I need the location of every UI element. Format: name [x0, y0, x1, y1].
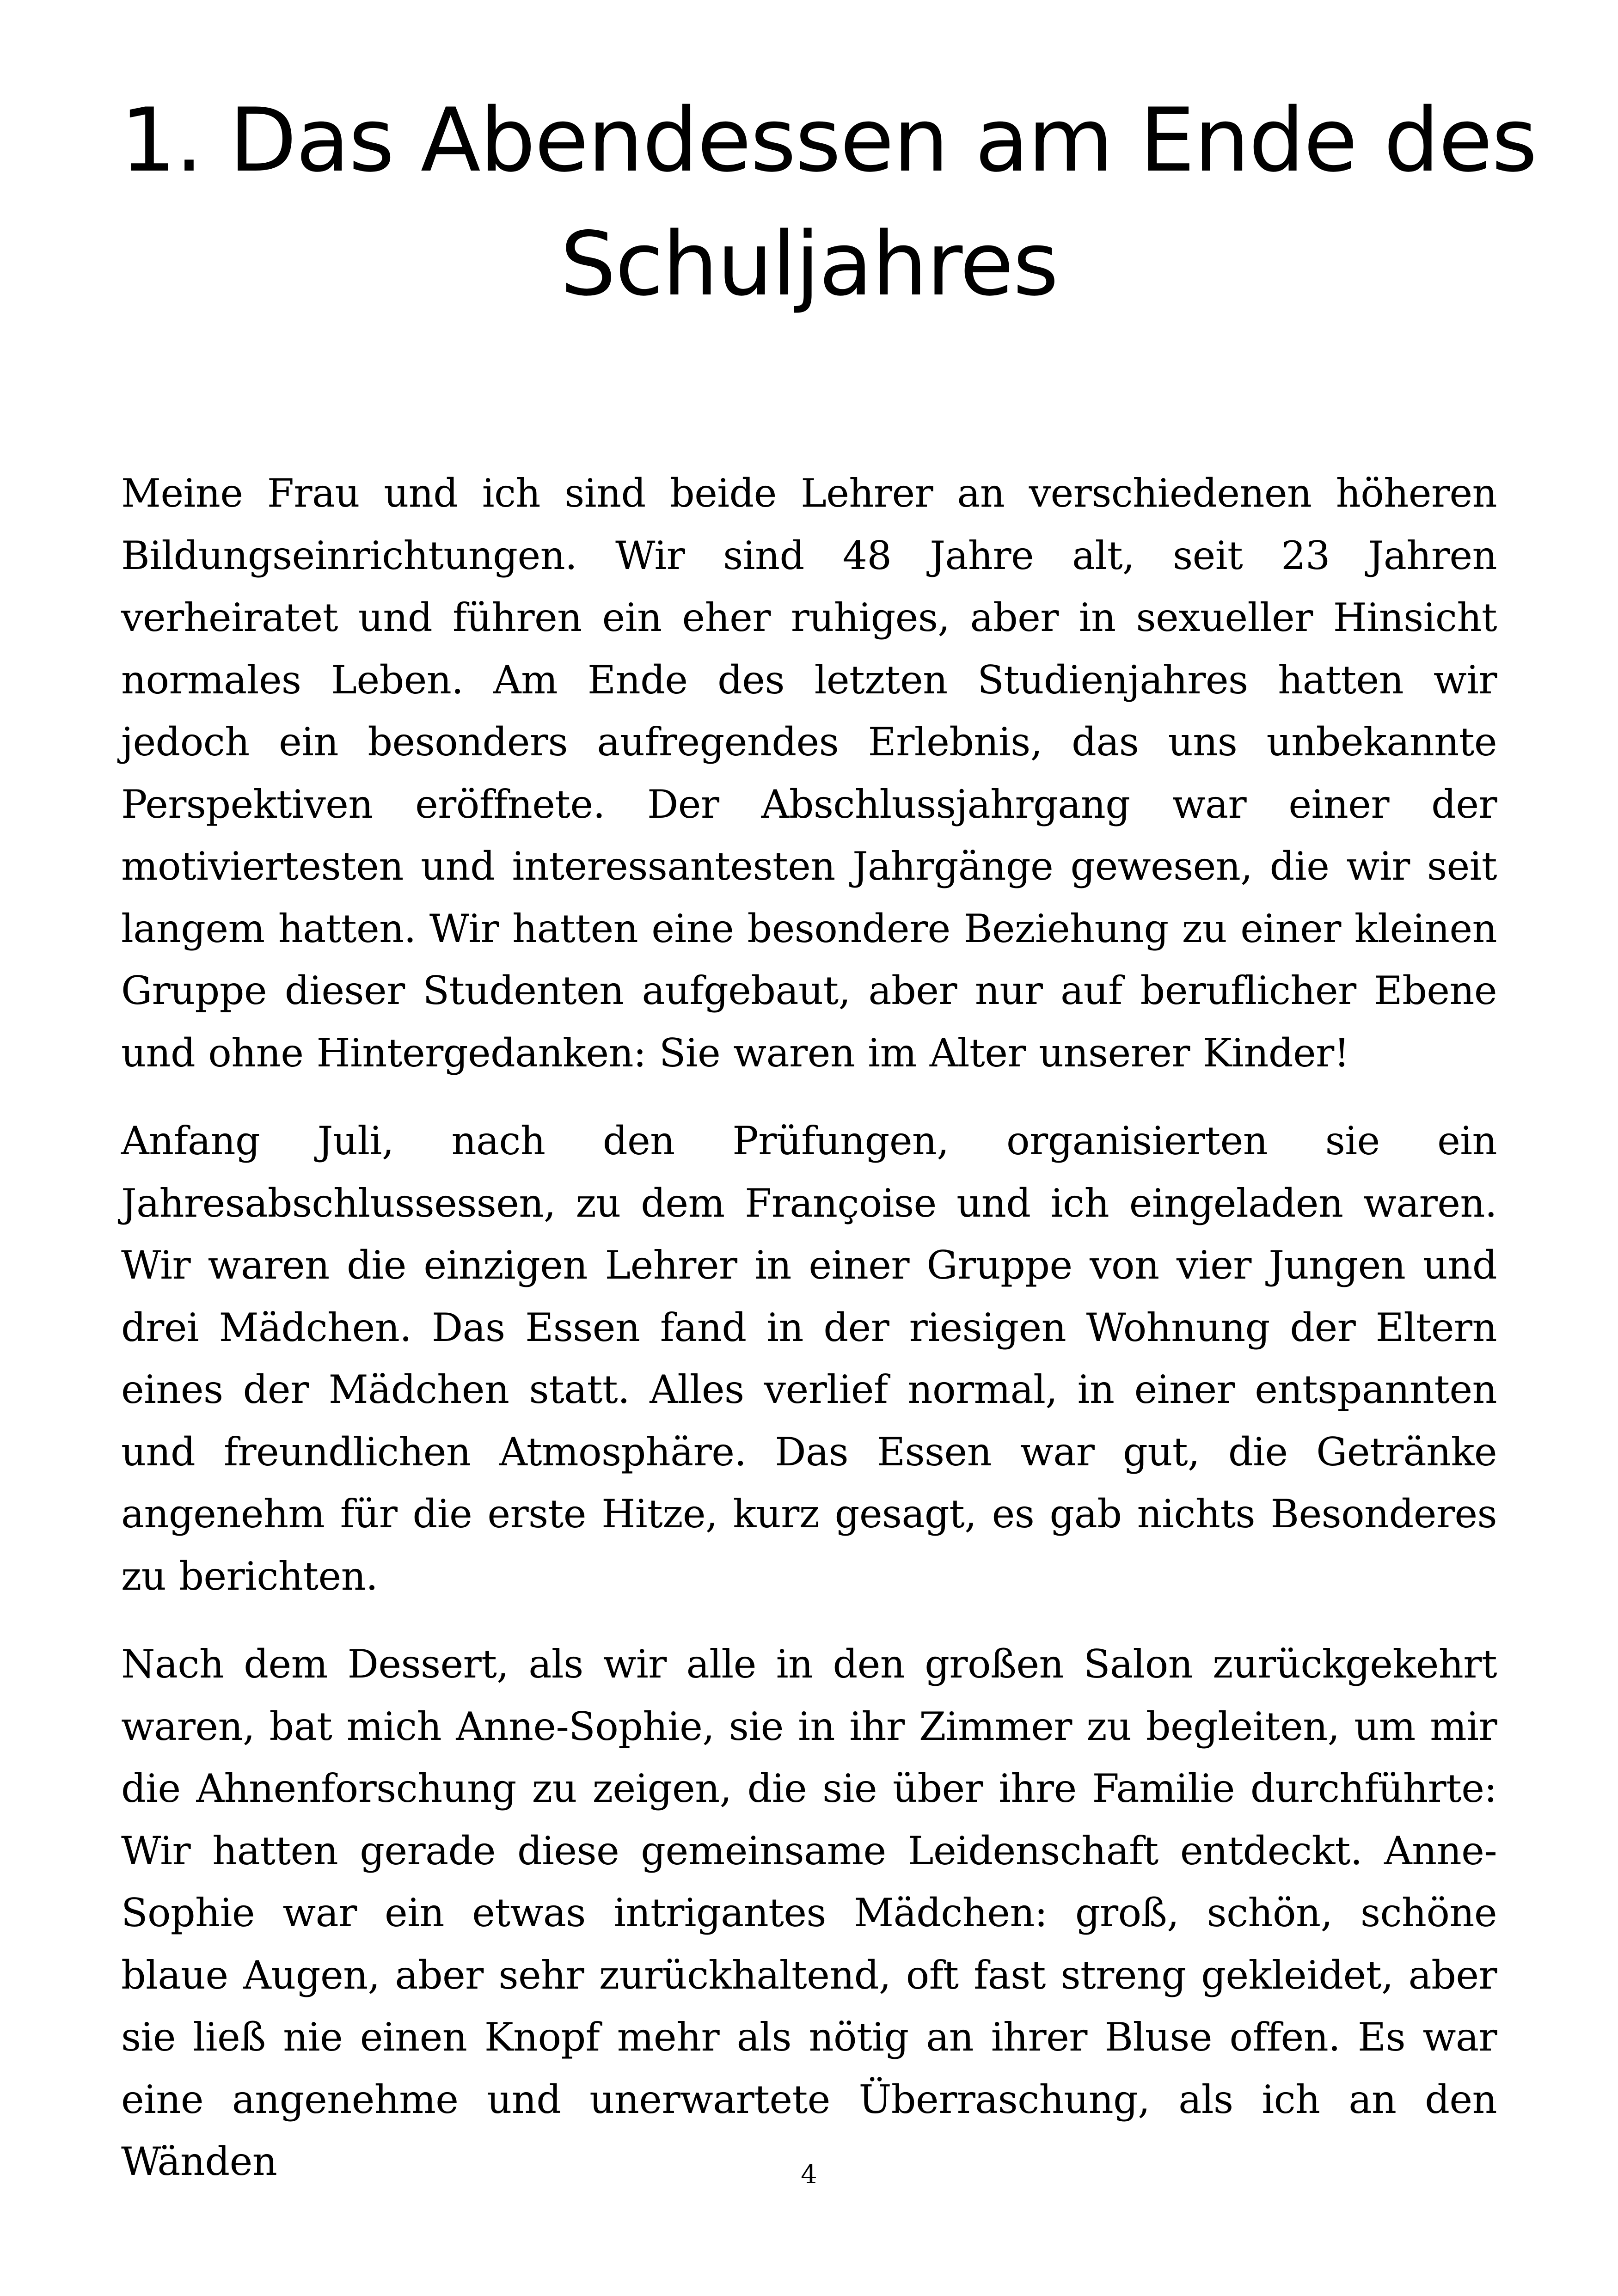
chapter-title-line-1: 1. Das Abendessen am Ende des	[120, 89, 1537, 191]
body-text	[121, 462, 1497, 2219]
chapter-title-line-2: Schuljahres	[560, 213, 1058, 315]
paragraph-1: Meine Frau und ich sind beide Lehrer an verschiedenen höheren Bildungseinrichtungen. Wir sind 48 Jahre alt, seit 23 Jahren verheiratet und führen ein eher ruhiges, aber in sexueller Hinsicht normales Leben. Am Ende des letzten Studienjahres hatten wir jedoch ein besonders aufregendes Erlebnis, das uns unbekannte Perspektiven eröffnete. Der Abschlussjahrgang war einer der motiviertesten und interessantesten Jahrgänge gewesen, die wir seit langem hatten. Wir hatten eine besondere Beziehung zu einer kleinen Gruppe dieser Studenten aufgebaut, aber nur auf beruflicher Ebene und ohne Hintergedanken: Sie waren im Alter unserer Kinder!	[121, 471, 1497, 1076]
chapter-title	[120, 79, 1537, 326]
paragraph-3: Nach dem Dessert, als wir alle in den großen Salon zurückgekehrt waren, bat mich Anne-Sophie, sie in ihr Zimmer zu begleiten, um mir die Ahnenforschung zu zeigen, die sie über ihre Familie durchführte: Wir hatten gerade diese gemeinsame Leidenschaft entdeckt. Anne-Sophie war ein etwas intrigantes Mädchen: groß, schön, schöne blaue Augen, aber sehr zurückhaltend, oft fast streng gekleidet, aber sie ließ nie einen Knopf mehr als nötig an ihrer Bluse offen. Es war eine angenehme und unerwartete Überraschung, als ich an den Wänden	[121, 1641, 1497, 2184]
paragraph-2: Anfang Juli, nach den Prüfungen, organisierten sie ein Jahresabschlussessen, zu dem Françoise und ich eingeladen waren. Wir waren die einzigen Lehrer in einer Gruppe von vier Jungen und drei Mädchen. Das Essen fand in der riesigen Wohnung der Eltern eines der Mädchen statt. Alles verlief normal, in einer entspannten und freundlichen Atmosphäre. Das Essen war gut, die Getränke angenehm für die erste Hitze, kurz gesagt, es gab nichts Besonderes zu berichten.	[121, 1118, 1497, 1599]
page-number: 4	[801, 2160, 817, 2190]
